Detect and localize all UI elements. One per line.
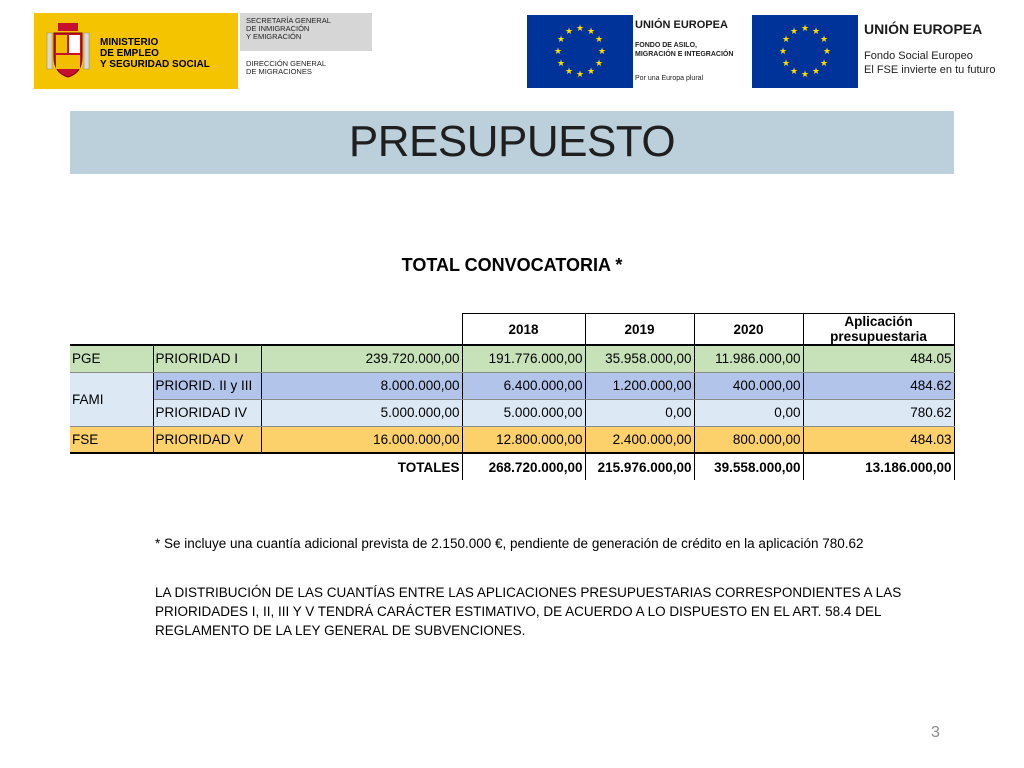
value-cell: 400.000,00 bbox=[694, 372, 803, 399]
application-cell: 484.03 bbox=[803, 426, 954, 453]
total-sum: 13.186.000,00 bbox=[803, 453, 954, 480]
column-header: Aplicación presupuestaria bbox=[803, 314, 954, 346]
priority-cell: PRIORID. II y III bbox=[153, 372, 261, 399]
total-cell: 16.000.000,00 bbox=[261, 426, 462, 453]
svg-text:★: ★ bbox=[822, 47, 832, 57]
value-cell: 0,00 bbox=[585, 399, 694, 426]
table-row bbox=[70, 426, 954, 453]
svg-text:★: ★ bbox=[594, 59, 604, 69]
svg-text:★: ★ bbox=[564, 67, 574, 77]
value-cell: 2.400.000,00 bbox=[585, 426, 694, 453]
eu-fund-name: FONDO DE ASILO, MIGRACIÓN E INTEGRACIÓN bbox=[635, 42, 734, 58]
eu-title: UNIÓN EUROPEA bbox=[635, 19, 728, 31]
svg-text:★: ★ bbox=[800, 24, 810, 34]
priority-cell: PRIORIDAD I bbox=[153, 345, 261, 372]
eu-tagline: Por una Europa plural bbox=[635, 75, 704, 82]
column-header: 2019 bbox=[585, 314, 694, 346]
svg-text:★: ★ bbox=[781, 35, 791, 45]
priority-cell: PRIORIDAD V bbox=[153, 426, 261, 453]
title-band bbox=[70, 111, 954, 174]
eu-fami-logo bbox=[527, 15, 746, 88]
application-cell: 484.62 bbox=[803, 372, 954, 399]
page-title: PRESUPUESTO bbox=[348, 117, 676, 166]
page-number: 3 bbox=[931, 724, 940, 741]
svg-text:★: ★ bbox=[575, 24, 585, 34]
fund-cell: PGE bbox=[70, 345, 153, 372]
priority-cell: PRIORIDAD IV bbox=[153, 399, 261, 426]
svg-text:★: ★ bbox=[819, 35, 829, 45]
svg-text:★: ★ bbox=[564, 27, 574, 37]
svg-text:★: ★ bbox=[778, 47, 788, 57]
table-row bbox=[70, 372, 954, 399]
eu-fund-name: Fondo Social Europeo El FSE invierte en tu futuro bbox=[864, 50, 996, 76]
svg-text:★: ★ bbox=[811, 27, 821, 37]
eu-flag-icon bbox=[752, 15, 858, 88]
svg-text:★: ★ bbox=[789, 27, 799, 37]
secretaria-label: SECRETARÍA GENERAL DE INMIGRACIÓN Y EMIGRACIÓN bbox=[240, 13, 372, 51]
application-cell: 484.05 bbox=[803, 345, 954, 372]
svg-text:★: ★ bbox=[819, 59, 829, 69]
svg-text:★: ★ bbox=[800, 70, 810, 80]
table-row bbox=[70, 345, 954, 372]
eu-title: UNIÓN EUROPEA bbox=[864, 21, 983, 37]
column-header: 2020 bbox=[694, 314, 803, 346]
ministry-name: MINISTERIO DE EMPLEO Y SEGURIDAD SOCIAL bbox=[100, 37, 210, 70]
fund-cell: FAMI bbox=[70, 372, 153, 426]
svg-text:★: ★ bbox=[789, 67, 799, 77]
value-cell: 5.000.000,00 bbox=[462, 399, 585, 426]
svg-text:★: ★ bbox=[781, 59, 791, 69]
value-cell: 12.800.000,00 bbox=[462, 426, 585, 453]
total-sum: 39.558.000,00 bbox=[694, 453, 803, 480]
svg-text:★: ★ bbox=[597, 47, 607, 57]
value-cell: 35.958.000,00 bbox=[585, 345, 694, 372]
svg-text:★: ★ bbox=[586, 67, 596, 77]
totals-label: TOTALES bbox=[153, 453, 462, 480]
svg-text:★: ★ bbox=[586, 27, 596, 37]
total-sum: 215.976.000,00 bbox=[585, 453, 694, 480]
svg-text:★: ★ bbox=[811, 67, 821, 77]
table-subtitle: TOTAL CONVOCATORIA * bbox=[401, 255, 623, 275]
direccion-label: DIRECCIÓN GENERAL DE MIGRACIONES bbox=[246, 59, 327, 76]
svg-text:★: ★ bbox=[556, 35, 566, 45]
value-cell: 11.986.000,00 bbox=[694, 345, 803, 372]
total-cell: 8.000.000,00 bbox=[261, 372, 462, 399]
application-cell: 780.62 bbox=[803, 399, 954, 426]
eu-flag-icon bbox=[527, 15, 633, 88]
column-header: 2018 bbox=[462, 314, 585, 346]
svg-text:★: ★ bbox=[594, 35, 604, 45]
total-cell: 5.000.000,00 bbox=[261, 399, 462, 426]
value-cell: 0,00 bbox=[694, 399, 803, 426]
notice-text: LA DISTRIBUCIÓN DE LAS CUANTÍAS ENTRE LAS APLICACIONES PRESUPUESTARIAS CORRESPONDIENTES A LAS PRIORIDADES I, II, III Y V TENDRÁ CARÁCTER ESTIMATIVO, DE ACUERDO A LO DISPUESTO EN EL ART. 58.4 DEL REGLAMENTO DE LA LEY GENERAL DE SUBVENCIONES. bbox=[155, 585, 902, 638]
footnote: * Se incluye una cuantía adicional prevista de 2.150.000 €, pendiente de generación de crédito en la aplicación 780.62 bbox=[155, 536, 864, 551]
ministry-logo bbox=[34, 13, 238, 89]
coat-of-arms-icon bbox=[44, 19, 92, 81]
totals-row bbox=[70, 453, 954, 480]
svg-text:★: ★ bbox=[556, 59, 566, 69]
value-cell: 191.776.000,00 bbox=[462, 345, 585, 372]
fund-cell: FSE bbox=[70, 426, 153, 453]
value-cell: 1.200.000,00 bbox=[585, 372, 694, 399]
table-header-row bbox=[70, 314, 954, 346]
table-row bbox=[70, 399, 954, 426]
eu-fse-logo bbox=[752, 15, 996, 88]
budget-table bbox=[70, 313, 955, 480]
svg-text:★: ★ bbox=[553, 47, 563, 57]
total-cell: 239.720.000,00 bbox=[261, 345, 462, 372]
total-sum: 268.720.000,00 bbox=[462, 453, 585, 480]
value-cell: 800.000,00 bbox=[694, 426, 803, 453]
value-cell: 6.400.000,00 bbox=[462, 372, 585, 399]
svg-text:★: ★ bbox=[575, 70, 585, 80]
